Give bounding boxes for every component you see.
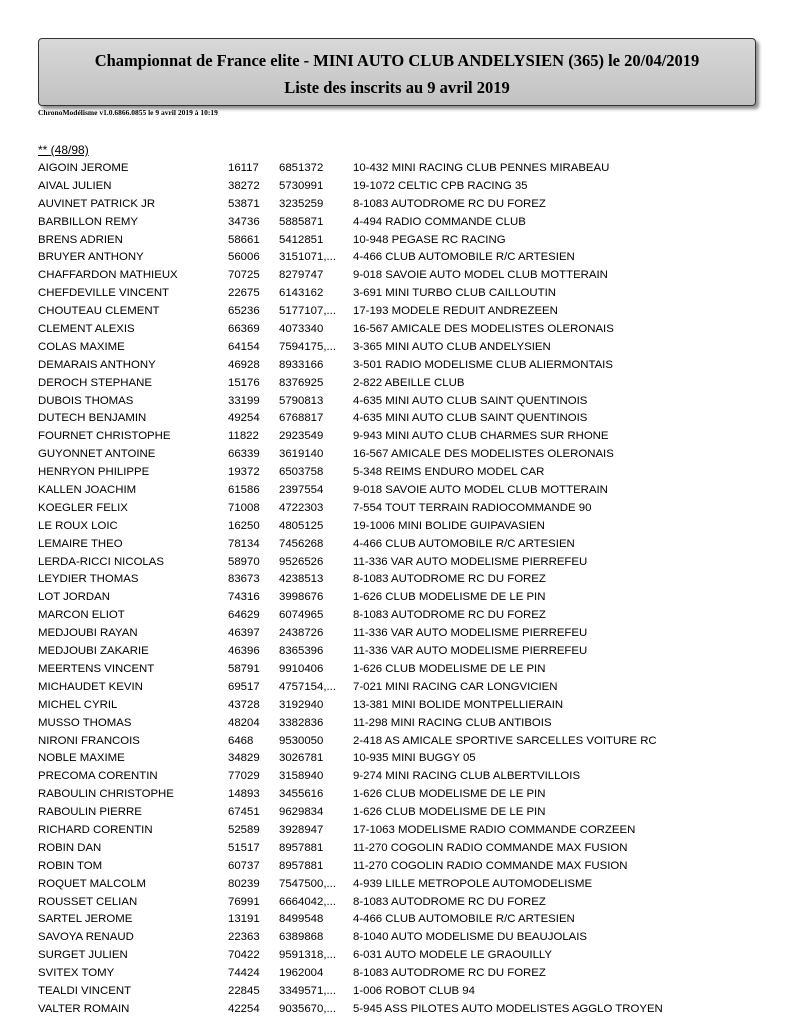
- entry-club: 5-945 ASS PILOTES AUTO MODELISTES AGGLO TROYEN: [353, 1002, 663, 1015]
- entry-name: LERDA-RICCI NICOLAS: [38, 555, 164, 568]
- entry-club: 13-381 MINI BOLIDE MONTPELLIERAIN: [353, 698, 564, 711]
- entry-club: 9-274 MINI RACING CLUB ALBERTVILLOIS: [353, 770, 581, 783]
- list-item: [38, 339, 758, 357]
- entry-club: 11-298 MINI RACING CLUB ANTIBOIS: [353, 716, 552, 729]
- entry-license: 4722303: [279, 501, 324, 514]
- entry-name: ROBIN TOM: [38, 859, 103, 872]
- entry-club: 11-336 VAR AUTO MODELISME PIERREFEU: [353, 645, 588, 658]
- entry-license: 6851372: [279, 162, 324, 174]
- entry-license: 2923549: [279, 430, 324, 443]
- entry-number: 83673: [228, 573, 260, 586]
- entry-club: 1-626 CLUB MODELISME DE LE PIN: [353, 806, 546, 819]
- entry-name: LEYDIER THOMAS: [38, 573, 139, 586]
- entry-license: 5412851: [279, 233, 324, 246]
- entry-name: HENRYON PHILIPPE: [38, 466, 150, 479]
- entry-number: 69517: [228, 680, 260, 693]
- entry-number: 34736: [228, 215, 260, 228]
- page-subtitle: Liste des inscrits au 9 avril 2019: [284, 78, 510, 97]
- entry-number: 53871: [228, 197, 260, 210]
- list-item: [38, 428, 758, 446]
- entry-number: 71008: [228, 501, 260, 514]
- entry-number: 11822: [228, 430, 259, 443]
- entry-number: 76991: [228, 895, 260, 908]
- entry-license: 4073340: [279, 323, 324, 336]
- entry-license: 8957881: [279, 841, 324, 854]
- entry-license: 9530050: [279, 734, 324, 747]
- list-item: [38, 321, 758, 339]
- entry-name: KOEGLER FELIX: [38, 501, 128, 514]
- entry-club: 19-1072 CELTIC CPB RACING 35: [353, 179, 528, 192]
- list-item: [38, 464, 758, 482]
- entry-club: 5-348 REIMS ENDURO MODEL CAR: [353, 466, 545, 479]
- entry-number: 64154: [228, 340, 260, 353]
- entry-club: 4-466 CLUB AUTOMOBILE R/C ARTESIEN: [353, 537, 575, 550]
- entry-club: 8-1083 AUTODROME RC DU FOREZ: [353, 609, 546, 622]
- entry-license: 3455616: [279, 788, 324, 801]
- entry-name: DUBOIS THOMAS: [38, 394, 134, 407]
- list-item: [38, 518, 758, 536]
- list-item: [38, 375, 758, 393]
- entry-name: ROBIN DAN: [38, 841, 102, 854]
- list-item: [38, 750, 758, 768]
- entry-name: PRECOMA CORENTIN: [38, 770, 158, 783]
- entry-license: 4805125: [279, 519, 324, 532]
- entry-club: 11-336 VAR AUTO MODELISME PIERREFEU: [353, 555, 588, 568]
- entry-number: 77029: [228, 770, 260, 783]
- list-item: [38, 536, 758, 554]
- entry-club: 3-365 MINI AUTO CLUB ANDELYSIEN: [353, 340, 551, 353]
- entry-number: 67451: [228, 806, 260, 819]
- entry-name: BRENS ADRIEN: [38, 233, 123, 246]
- entry-club: 8-1083 AUTODROME RC DU FOREZ: [353, 197, 546, 210]
- entry-number: 13191: [228, 913, 260, 926]
- entry-license: 1962004: [279, 967, 324, 980]
- entry-name: DUTECH BENJAMIN: [38, 412, 147, 425]
- entry-license: 2397554: [279, 484, 324, 497]
- entry-name: AIGOIN JEROME: [38, 162, 129, 174]
- entry-number: 70725: [228, 269, 260, 282]
- entry-license: 7594175,...: [279, 340, 337, 353]
- list-item: [38, 697, 758, 715]
- entry-license: 3235259: [279, 197, 324, 210]
- entry-name: NOBLE MAXIME: [38, 752, 125, 765]
- entry-license: 3928947: [279, 823, 324, 836]
- entry-number: 22845: [228, 984, 260, 997]
- entry-club: 4-635 MINI AUTO CLUB SAINT QUENTINOIS: [353, 394, 588, 407]
- list-item: [38, 679, 758, 697]
- entry-license: 3158940: [279, 770, 324, 783]
- list-item: [38, 894, 758, 912]
- entry-name: AIVAL JULIEN: [38, 179, 112, 192]
- entry-name: AUVINET PATRICK JR: [38, 197, 156, 210]
- entry-number: 58970: [228, 555, 260, 568]
- entry-number: 60737: [228, 859, 260, 872]
- list-item: [38, 965, 758, 983]
- entry-name: LOT JORDAN: [38, 591, 110, 604]
- list-item: [38, 876, 758, 894]
- entry-name: RABOULIN PIERRE: [38, 806, 142, 819]
- entry-club: 19-1006 MINI BOLIDE GUIPAVASIEN: [353, 519, 545, 532]
- entry-list: [38, 160, 758, 1019]
- entry-name: BARBILLON REMY: [38, 215, 139, 228]
- entry-name: DEROCH STEPHANE: [38, 376, 152, 389]
- group-header: ** (48/98): [38, 143, 89, 157]
- entry-number: 58791: [228, 662, 260, 675]
- entry-name: DEMARAIS ANTHONY: [38, 358, 156, 371]
- entry-number: 46396: [228, 645, 260, 658]
- entry-license: 3151071,...: [279, 251, 337, 264]
- entry-number: 19372: [228, 466, 260, 479]
- entry-club: 6-031 AUTO MODELE LE GRAOUILLY: [353, 949, 552, 962]
- entry-club: 9-018 SAVOIE AUTO MODEL CLUB MOTTERAIN: [353, 269, 608, 282]
- list-item: [38, 589, 758, 607]
- entry-name: ROQUET MALCOLM: [38, 877, 147, 890]
- entry-license: 8365396: [279, 645, 324, 658]
- entry-license: 8933166: [279, 358, 324, 371]
- entry-name: RICHARD CORENTIN: [38, 823, 153, 836]
- entry-club: 2-418 AS AMICALE SPORTIVE SARCELLES VOITURE RC: [353, 734, 657, 747]
- list-item: [38, 911, 758, 929]
- entry-club: 17-193 MODELE REDUIT ANDREZEEN: [353, 305, 558, 318]
- entry-name: SURGET JULIEN: [38, 949, 128, 962]
- entry-number: 22675: [228, 287, 260, 300]
- entry-name: MEERTENS VINCENT: [38, 662, 155, 675]
- entry-club: 17-1063 MODELISME RADIO COMMANDE CORZEEN: [353, 823, 636, 836]
- entry-name: MICHEL CYRIL: [38, 698, 118, 711]
- entry-club: 10-432 MINI RACING CLUB PENNES MIRABEAU: [353, 162, 610, 174]
- entry-license: 6768817: [279, 412, 324, 425]
- list-item: [38, 232, 758, 250]
- entry-name: RABOULIN CHRISTOPHE: [38, 788, 174, 801]
- entry-number: 49254: [228, 412, 260, 425]
- list-item: [38, 715, 758, 733]
- entry-name: MUSSO THOMAS: [38, 716, 132, 729]
- entry-license: 8376925: [279, 376, 324, 389]
- entry-license: 9035670,...: [279, 1002, 337, 1015]
- entry-license: 2438726: [279, 627, 324, 640]
- entry-number: 56006: [228, 251, 260, 264]
- list-item: [38, 733, 758, 751]
- entry-club: 10-948 PEGASE RC RACING: [353, 233, 506, 246]
- entry-name: COLAS MAXIME: [38, 340, 125, 353]
- list-item: [38, 267, 758, 285]
- entry-license: 6664042,...: [279, 895, 337, 908]
- list-item: [38, 196, 758, 214]
- entry-number: 42254: [228, 1002, 260, 1015]
- list-item: [38, 822, 758, 840]
- entry-club: 7-021 MINI RACING CAR LONGVICIEN: [353, 680, 558, 693]
- list-item: [38, 482, 758, 500]
- entry-number: 80239: [228, 877, 260, 890]
- entry-license: 7456268: [279, 537, 324, 550]
- list-item: [38, 625, 758, 643]
- list-item: [38, 446, 758, 464]
- entry-club: 4-466 CLUB AUTOMOBILE R/C ARTESIEN: [353, 913, 575, 926]
- entry-name: MICHAUDET KEVIN: [38, 680, 143, 693]
- entry-name: KALLEN JOACHIM: [38, 484, 137, 497]
- entry-name: SARTEL JEROME: [38, 913, 133, 926]
- list-item: [38, 1001, 758, 1019]
- entry-club: 1-006 ROBOT CLUB 94: [353, 984, 475, 997]
- entry-name: FOURNET CHRISTOPHE: [38, 430, 171, 443]
- entry-number: 64629: [228, 609, 260, 622]
- list-item: [38, 786, 758, 804]
- entry-license: 5790813: [279, 394, 324, 407]
- entry-license: 3026781: [279, 752, 324, 765]
- entry-license: 4238513: [279, 573, 324, 586]
- entry-license: 6389868: [279, 931, 324, 944]
- entry-license: 5177107,...: [279, 305, 337, 318]
- entry-club: 9-018 SAVOIE AUTO MODEL CLUB MOTTERAIN: [353, 484, 608, 497]
- entry-club: 2-822 ABEILLE CLUB: [353, 376, 465, 389]
- entry-license: 3349571,...: [279, 984, 337, 997]
- list-item: [38, 214, 758, 232]
- list-item: [38, 571, 758, 589]
- entry-license: 6503758: [279, 466, 324, 479]
- entry-number: 34829: [228, 752, 260, 765]
- entry-license: 4757154,...: [279, 680, 337, 693]
- entry-club: 8-1083 AUTODROME RC DU FOREZ: [353, 573, 546, 586]
- entry-number: 14893: [228, 788, 260, 801]
- entry-license: 8957881: [279, 859, 324, 872]
- list-item: [38, 500, 758, 518]
- entry-license: 3382836: [279, 716, 324, 729]
- entry-number: 33199: [228, 394, 260, 407]
- entry-license: 3619140: [279, 448, 324, 461]
- entry-number: 16250: [228, 519, 260, 532]
- list-item: [38, 393, 758, 411]
- entry-license: 9629834: [279, 806, 324, 819]
- entry-number: 74424: [228, 967, 260, 980]
- list-item: [38, 661, 758, 679]
- list-item: [38, 357, 758, 375]
- entry-number: 43728: [228, 698, 260, 711]
- entry-club: 4-494 RADIO COMMANDE CLUB: [353, 215, 526, 228]
- entry-club: 8-1040 AUTO MODELISME DU BEAUJOLAIS: [353, 931, 588, 944]
- entry-club: 11-270 COGOLIN RADIO COMMANDE MAX FUSION: [353, 841, 628, 854]
- entry-name: CHAFFARDON MATHIEUX: [38, 269, 178, 282]
- entry-name: MEDJOUBI ZAKARIE: [38, 645, 149, 658]
- list-item: [38, 768, 758, 786]
- entry-club: 9-943 MINI AUTO CLUB CHARMES SUR RHONE: [353, 430, 609, 443]
- entry-number: 46928: [228, 358, 260, 371]
- entry-license: 8499548: [279, 913, 324, 926]
- entry-name: LEMAIRE THEO: [38, 537, 123, 550]
- entry-number: 70422: [228, 949, 260, 962]
- software-version-line: ChronoModélisme v1.0.6866.0855 le 9 avril 2019 à 10:19: [38, 108, 218, 117]
- entry-club: 16-567 AMICALE DES MODELISTES OLERONAIS: [353, 323, 614, 336]
- list-item: [38, 410, 758, 428]
- entry-name: ROUSSET CELIAN: [38, 895, 138, 908]
- entry-club: 4-635 MINI AUTO CLUB SAINT QUENTINOIS: [353, 412, 588, 425]
- entry-number: 6468: [228, 734, 254, 747]
- entry-club: 1-626 CLUB MODELISME DE LE PIN: [353, 591, 546, 604]
- entry-name: CLEMENT ALEXIS: [38, 323, 135, 336]
- entry-club: 4-939 LILLE METROPOLE AUTOMODELISME: [353, 877, 593, 890]
- entry-club: 10-935 MINI BUGGY 05: [353, 752, 476, 765]
- entry-number: 58661: [228, 233, 260, 246]
- list-item: [38, 947, 758, 965]
- list-item: [38, 160, 758, 178]
- entry-number: 22363: [228, 931, 260, 944]
- entry-club: 11-270 COGOLIN RADIO COMMANDE MAX FUSION: [353, 859, 628, 872]
- entry-number: 78134: [228, 537, 260, 550]
- entry-club: 3-691 MINI TURBO CLUB CAILLOUTIN: [353, 287, 556, 300]
- entry-name: TEALDI VINCENT: [38, 984, 132, 997]
- entry-name: SAVOYA RENAUD: [38, 931, 134, 944]
- entry-club: 7-554 TOUT TERRAIN RADIOCOMMANDE 90: [353, 501, 592, 514]
- entry-club: 1-626 CLUB MODELISME DE LE PIN: [353, 788, 546, 801]
- entry-club: 16-567 AMICALE DES MODELISTES OLERONAIS: [353, 448, 614, 461]
- entry-number: 16117: [228, 162, 259, 174]
- entry-name: NIRONI FRANCOIS: [38, 734, 140, 747]
- list-item: [38, 983, 758, 1001]
- entry-license: 5730991: [279, 179, 324, 192]
- entry-name: MEDJOUBI RAYAN: [38, 627, 138, 640]
- entry-number: 66369: [228, 323, 260, 336]
- list-item: [38, 285, 758, 303]
- entry-number: 48204: [228, 716, 260, 729]
- entry-license: 7547500,...: [279, 877, 337, 890]
- entry-license: 6074965: [279, 609, 324, 622]
- list-item: [38, 643, 758, 661]
- list-item: [38, 554, 758, 572]
- entry-club: 8-1083 AUTODROME RC DU FOREZ: [353, 967, 546, 980]
- list-item: [38, 178, 758, 196]
- entry-number: 65236: [228, 305, 260, 318]
- entry-license: 9591318,...: [279, 949, 337, 962]
- entry-number: 52589: [228, 823, 260, 836]
- list-item: [38, 303, 758, 321]
- entry-license: 3998676: [279, 591, 324, 604]
- entry-number: 66339: [228, 448, 260, 461]
- entry-license: 8279747: [279, 269, 324, 282]
- entry-name: CHEFDEVILLE VINCENT: [38, 287, 170, 300]
- entry-number: 46397: [228, 627, 260, 640]
- entry-club: 8-1083 AUTODROME RC DU FOREZ: [353, 895, 546, 908]
- entry-club: 4-466 CLUB AUTOMOBILE R/C ARTESIEN: [353, 251, 575, 264]
- entry-name: BRUYER ANTHONY: [38, 251, 144, 264]
- list-item: [38, 249, 758, 267]
- entry-license: 9910406: [279, 662, 324, 675]
- entry-name: MARCON ELIOT: [38, 609, 125, 622]
- entry-license: 3192940: [279, 698, 324, 711]
- entry-number: 61586: [228, 484, 260, 497]
- entry-club: 1-626 CLUB MODELISME DE LE PIN: [353, 662, 546, 675]
- list-item: [38, 840, 758, 858]
- entry-number: 38272: [228, 179, 260, 192]
- list-item: [38, 804, 758, 822]
- entry-name: GUYONNET ANTOINE: [38, 448, 156, 461]
- entry-name: CHOUTEAU CLEMENT: [38, 305, 160, 318]
- entry-number: 51517: [228, 841, 260, 854]
- title-box: [38, 38, 756, 106]
- entry-name: SVITEX TOMY: [38, 967, 115, 980]
- entry-name: LE ROUX LOIC: [38, 519, 118, 532]
- page-title: Championnat de France elite - MINI AUTO CLUB ANDELYSIEN (365) le 20/04/2019: [94, 51, 700, 70]
- entry-club: 11-336 VAR AUTO MODELISME PIERREFEU: [353, 627, 588, 640]
- entry-number: 15176: [228, 376, 260, 389]
- entry-number: 74316: [228, 591, 260, 604]
- entry-license: 5885871: [279, 215, 324, 228]
- entry-license: 9526526: [279, 555, 324, 568]
- entry-name: VALTER ROMAIN: [38, 1002, 130, 1015]
- list-item: [38, 858, 758, 876]
- entry-license: 6143162: [279, 287, 324, 300]
- list-item: [38, 929, 758, 947]
- list-item: [38, 607, 758, 625]
- entry-club: 3-501 RADIO MODELISME CLUB ALIERMONTAIS: [353, 358, 613, 371]
